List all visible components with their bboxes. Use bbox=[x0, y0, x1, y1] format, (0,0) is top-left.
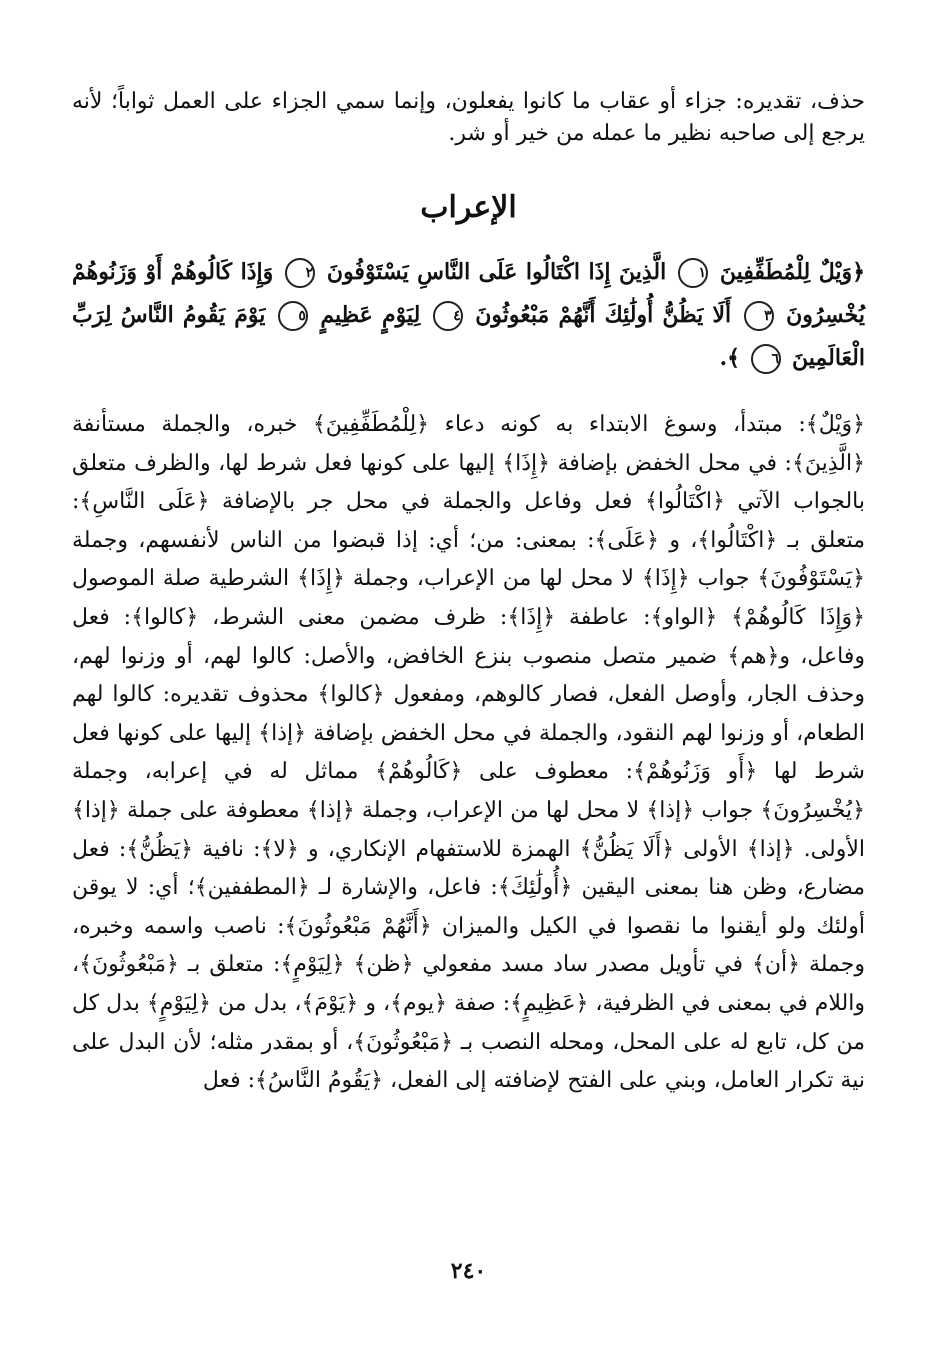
verse-number-marker: ٦ bbox=[751, 344, 781, 374]
quran-verses bbox=[72, 251, 865, 380]
verse-text: وَإِذَا كَالُوهُمْ أَوْ وَزَنُوهُمْ يُخْسِرُونَ bbox=[72, 259, 865, 328]
verse-text: لِيَوْمٍ عَظِيمٍ bbox=[320, 302, 421, 328]
verse-text: الَّذِينَ إِذَا اكْتَالُوا عَلَى النَّاسِ يَسْتَوْفُونَ bbox=[326, 259, 667, 285]
section-heading: الإعراب bbox=[420, 190, 517, 225]
verse-number-marker: ٤ bbox=[433, 301, 463, 331]
verse-number-marker: ١ bbox=[678, 258, 708, 288]
verse-text: يَوْمَ يَقُومُ النَّاسُ لِرَبِّ الْعَالَمِينَ bbox=[72, 302, 865, 371]
verse-text: أَلَا يَظُنُّ أُولَٰئِكَ أَنَّهُمْ مَبْعُوثُونَ bbox=[475, 302, 732, 328]
grammar-analysis-paragraph: ﴿وَيْلٌ﴾: مبتدأ، وسوغ الابتداء به كونه دعاء ﴿لِلْمُطَفِّفِينَ﴾ خبره، والجملة مستأنفة ﴿الَّذِينَ﴾: في محل الخفض بإضافة ﴿إِذَا﴾ إليها على كونها فعل شرط لها، والظرف متعلق بالجواب الآتي ﴿اكْتَالُوا﴾ فعل وفاعل والجملة في محل جر بالإضافة ﴿عَلَى النَّاسِ﴾: متعلق بـ ﴿اكْتَالُوا﴾، و ﴿عَلَى﴾: بمعنى: من؛ أي: إذا قبضوا من الناس لأنفسهم، وجملة ﴿يَسْتَوْفُونَ﴾ جواب ﴿إِذَا﴾ لا محل لها من الإعراب، وجملة ﴿إِذَا﴾ الشرطية صلة الموصول ﴿وَإِذَا كَالُوهُمْ﴾ ﴿الواو﴾: عاطفة ﴿إِذَا﴾: ظرف مضمن معنى الشرط، ﴿كالوا﴾: فعل وفاعل، و﴿هم﴾ ضمير متصل منصوب بنزع الخافض، والأصل: كالوا لهم، أو وزنوا لهم، وحذف الجار، وأوصل الفعل، فصار كالوهم، ومفعول ﴿كالوا﴾ محذوف تقديره: كالوا لهم الطعام، أو وزنوا لهم النقود، والجملة في محل الخفض بإضافة ﴿إذا﴾ إليها على كونها فعل شرط لها ﴿أَو وَزَنُوهُمْ﴾: معطوف على ﴿كَالُوهُمْ﴾ مماثل له في إعرابه، وجملة ﴿يُخْسِرُونَ﴾ جواب ﴿إذا﴾ لا محل لها من الإعراب، وجملة ﴿إذا﴾ معطوفة على جملة ﴿إذا﴾ الأولى. ﴿إذا﴾ الأولى ﴿أَلَا يَظُنُّ﴾ الهمزة للاستفهام الإنكاري، و ﴿لا﴾: نافية ﴿يَظُنُّ﴾: فعل مضارع، وظن هنا بمعنى اليقين ﴿أُولَٰئِكَ﴾: فاعل، والإشارة لـ ﴿المطففين﴾؛ أي: لا يوقن أولئك ولو أيقنوا ما نقصوا في الكيل والميزان ﴿أَنَّهُمْ مَبْعُوثُونَ﴾: ناصب واسمه وخبره، وجملة ﴿أن﴾ في تأويل مصدر ساد مسد مفعولي ﴿ظن﴾ ﴿لِيَوْمٍ﴾: متعلق بـ ﴿مَبْعُوثُونَ﴾، واللام في بمعنى في الظرفية، ﴿عَظِيمٍ﴾: صفة ﴿يوم﴾، و ﴿يَوْمَ﴾، بدل من ﴿لِيَوْمٍ﴾ بدل كل من كل، تابع له على المحل، ومحله النصب بـ ﴿مَبْعُوثُونَ﴾، أو بمقدر مثله؛ لأن البدل على نية تكرار العامل، وبني على الفتح لإضافته إلى الفعل، ﴿يَقُومُ النَّاسُ﴾: فعل bbox=[72, 412, 865, 1094]
verse-number-marker: ٣ bbox=[744, 301, 774, 331]
verse-number-marker: ٥ bbox=[278, 301, 308, 331]
page-number: ٢٤٠ bbox=[450, 1258, 487, 1284]
verse-number-marker: ٢ bbox=[285, 258, 315, 288]
intro-paragraph: حذف، تقديره: جزاء أو عقاب ما كانوا يفعلون، وإنما سمي الجزاء على العمل ثواباً؛ لأنه يرجع إلى صاحبه نظير ما عمله من خير أو شر. bbox=[72, 89, 865, 146]
verses-closing: ﴾. bbox=[719, 345, 741, 371]
verse-text: ﴿وَيْلٌ لِلْمُطَفِّفِينَ bbox=[719, 259, 865, 285]
